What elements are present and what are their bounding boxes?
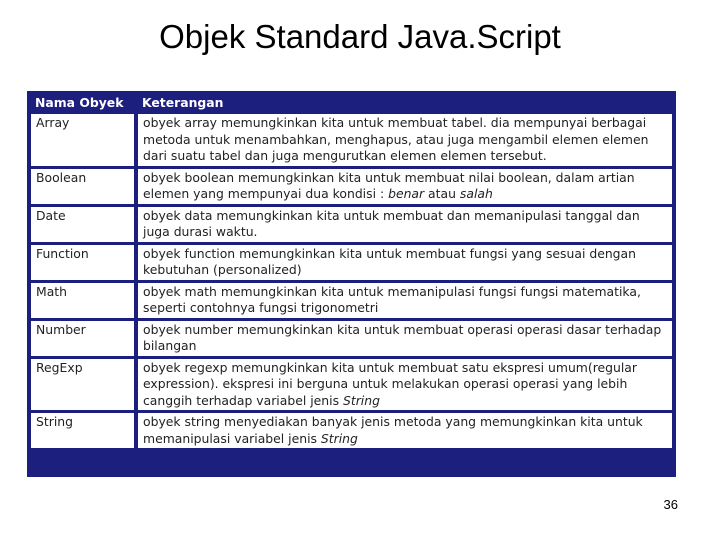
table-row [31,169,672,204]
object-description-cell [138,359,672,411]
italic-term: benar [388,186,425,201]
description-text: obyek data memungkinkan kita untuk membuat dan memanipulasi tanggal dan juga durasi waktu. [143,207,640,239]
column-header-name: Nama Obyek [35,95,124,110]
object-description-cell [138,283,672,318]
description-text: obyek function memungkinkan kita untuk membuat fungsi yang sesuai dengan kebutuhan (personalized) [143,245,636,277]
description-text: obyek regexp memungkinkan kita untuk membuat satu ekspresi umum(regular expression). ekspresi ini berguna untuk melakukan operasi operasi yang lebih canggih terhadap variabel jenis [143,359,637,408]
description-text: obyek array memungkinkan kita untuk membuat tabel. dia mempunyai berbagai metoda untuk menambahkan, menghapus, atau juga mengambil elemen elemen dari suatu tabel dan juga mengurutkan elemen elemen tersebut. [143,115,649,163]
table-row [31,245,672,280]
object-name-cell: Boolean [31,169,138,204]
object-description-cell [138,413,672,448]
object-table [31,91,672,451]
slide-title: Objek Standard Java.Script [159,18,561,55]
table-row [31,207,672,242]
object-name-cell: Date [31,207,138,242]
table-header-row [31,94,672,111]
italic-term: String [320,430,358,446]
table-row [31,321,672,356]
object-name-cell: RegExp [31,359,138,411]
table-row [31,359,672,411]
table-row [31,114,672,166]
object-name-cell: Math [31,283,138,318]
description-text: obyek math memungkinkan kita untuk memanipulasi fungsi fungsi matematika, seperti contohnya fungsi trigonometri [143,283,641,315]
object-name-cell: String [31,413,138,448]
object-description-cell [138,207,672,242]
italic-term: salah [459,186,493,201]
object-name-cell: Function [31,245,138,280]
object-description-cell [138,169,672,204]
object-description-cell [138,245,672,280]
object-description-cell [138,114,672,166]
table-row [31,413,672,448]
table-row [31,283,672,318]
object-table-panel [27,91,676,477]
italic-term: String [342,392,380,408]
description-text: atau [424,186,460,201]
description-text: obyek string menyediakan banyak jenis metoda yang memungkinkan kita untuk memanipulasi variabel jenis [143,414,643,446]
page-number: 36 [663,497,678,512]
object-description-cell [138,321,672,356]
object-name-cell: Array [31,114,138,166]
description-text: obyek boolean memungkinkan kita untuk membuat nilai boolean, dalam artian elemen yang mempunyai dua kondisi : [143,169,635,201]
object-name-cell: Number [31,321,138,356]
column-header-description: Keterangan [142,95,224,110]
description-text: obyek number memungkinkan kita untuk membuat operasi operasi dasar terhadap bilangan [143,321,662,353]
